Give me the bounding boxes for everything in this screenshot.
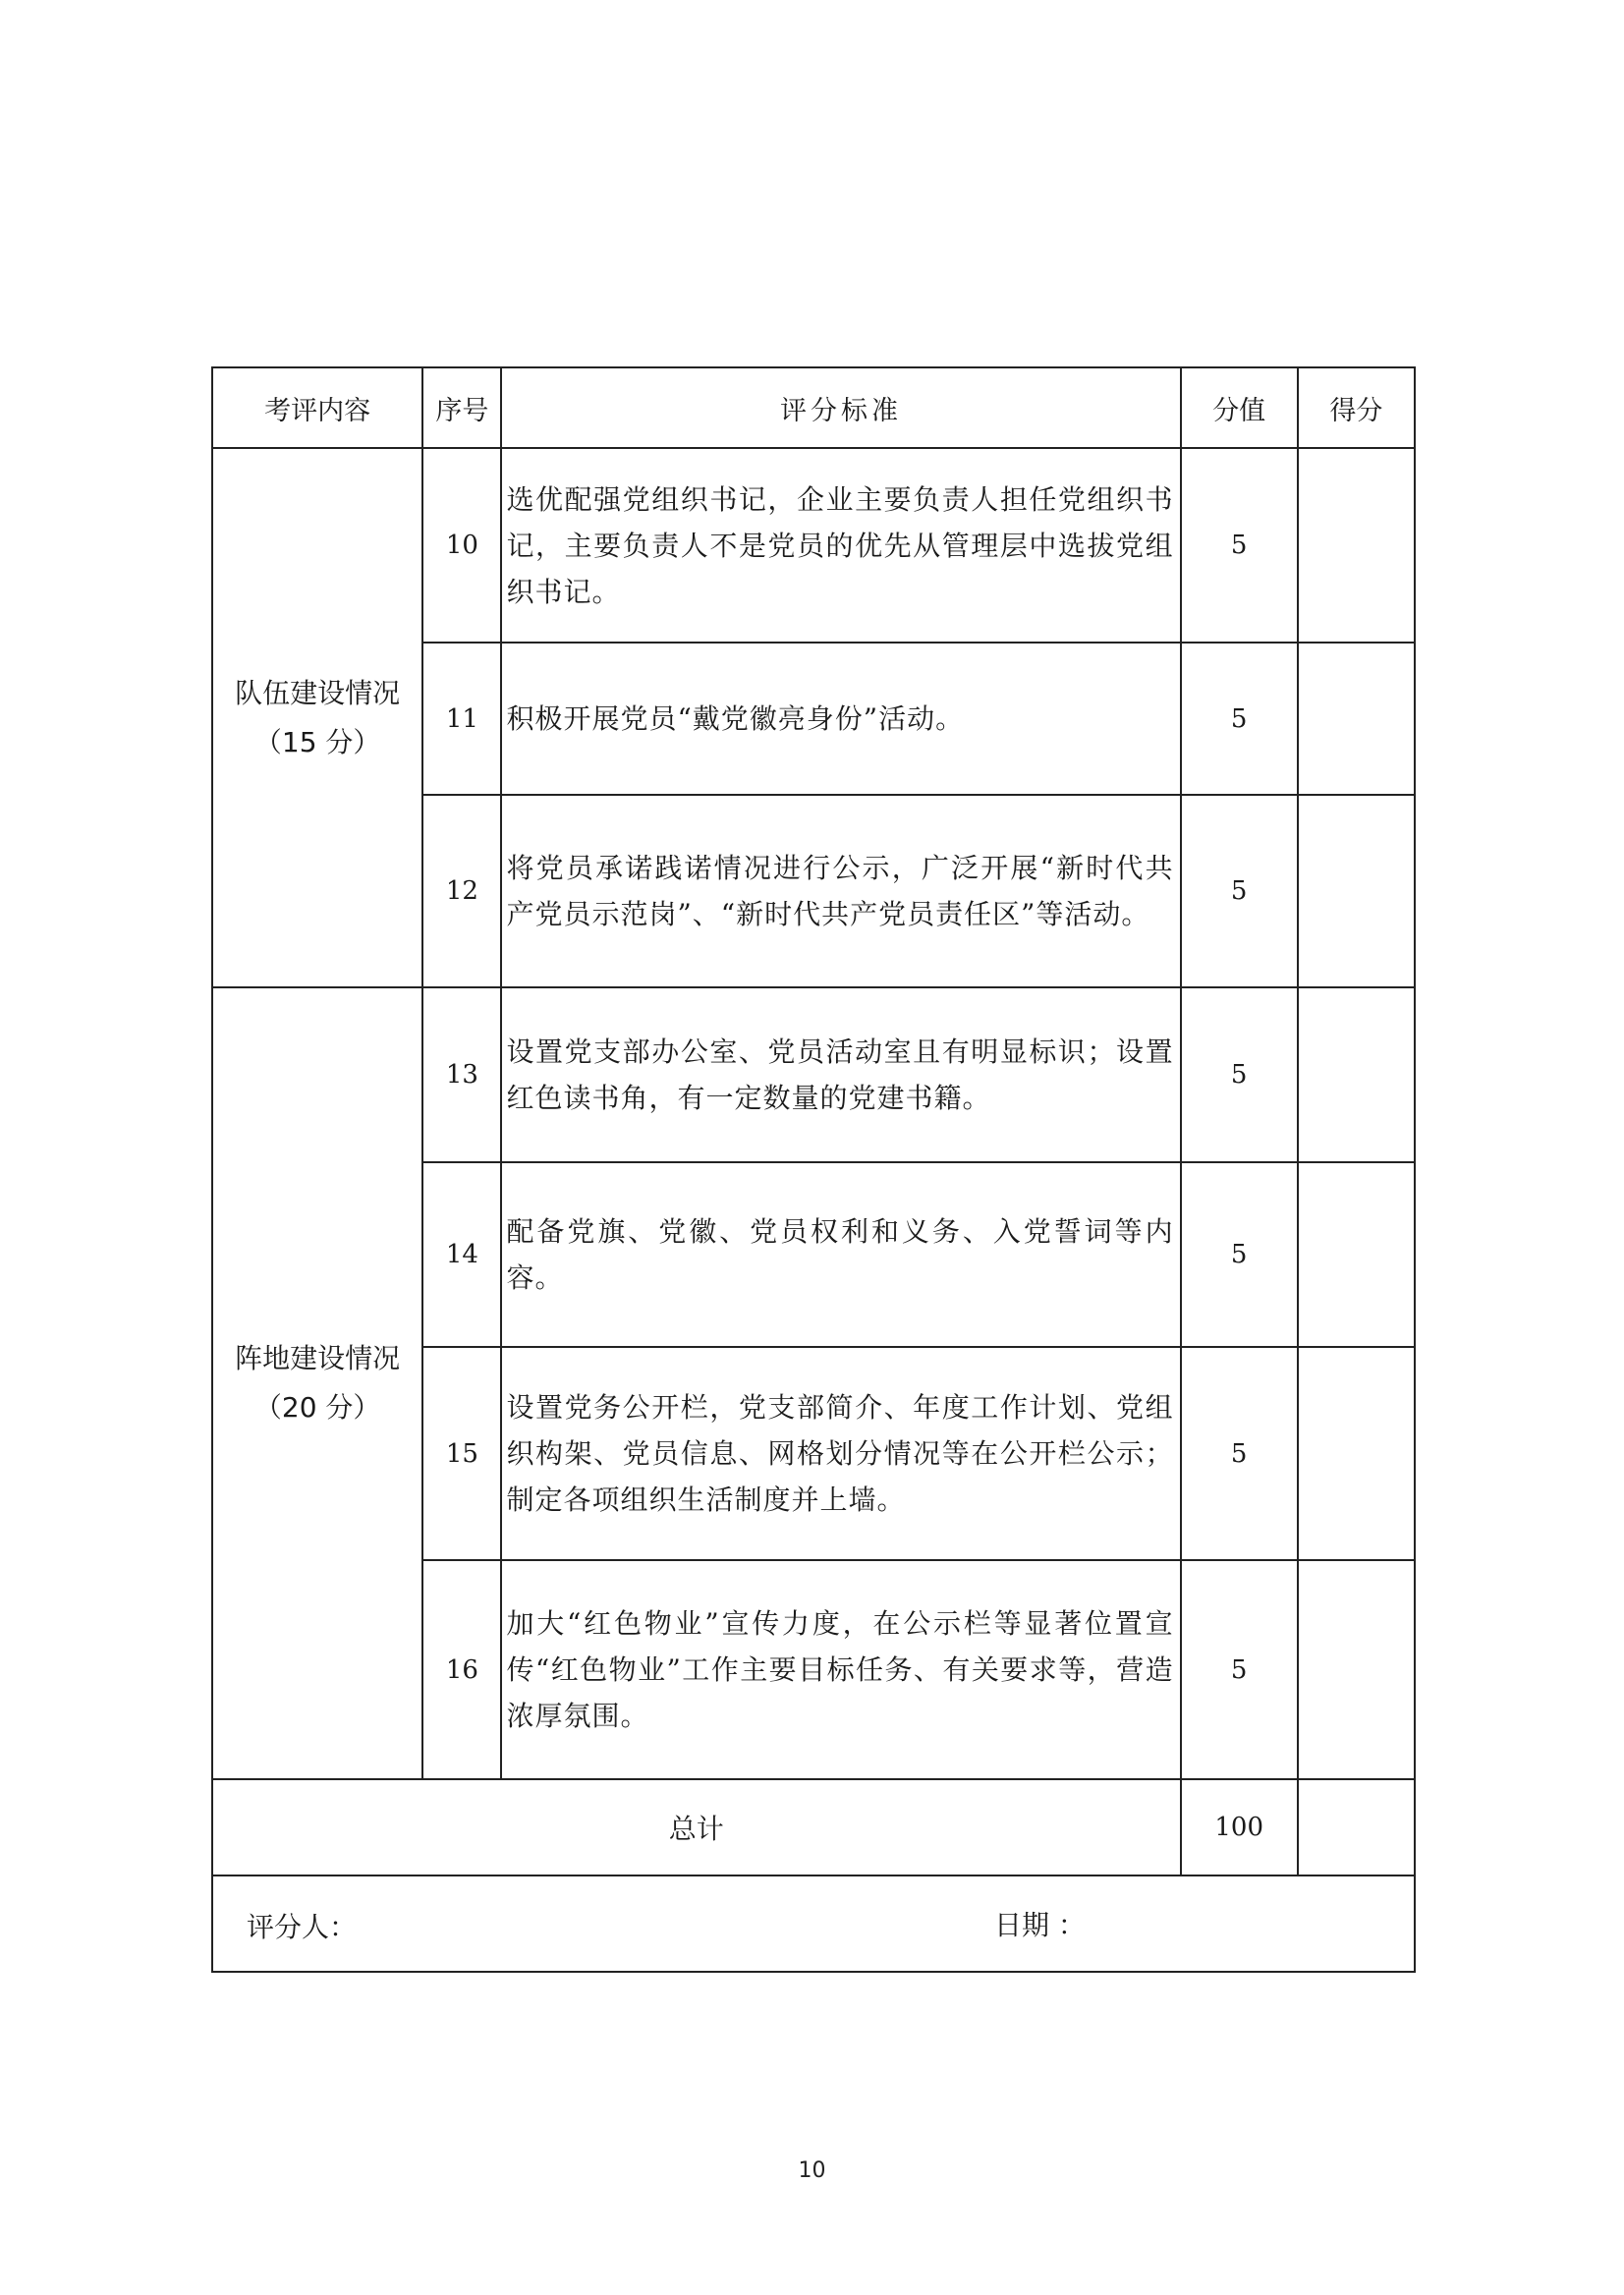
row-number: 10 [422,448,501,643]
row-value: 5 [1181,643,1298,795]
category-team-building [212,448,422,987]
row-value: 5 [1181,1162,1298,1347]
row-value: 5 [1181,987,1298,1162]
criteria-text: 设置党支部办公室、党员活动室且有明显标识；设置红色读书角，有一定数量的党建书籍。 [501,987,1180,1162]
row-number: 11 [422,643,501,795]
header-value: 分值 [1181,367,1298,448]
row-number: 15 [422,1347,501,1560]
row-number: 14 [422,1162,501,1347]
row-number: 12 [422,795,501,987]
total-row [212,1779,1415,1875]
total-value: 100 [1181,1779,1298,1875]
row-value: 5 [1181,448,1298,643]
date-label: 日期 ： [994,1909,1086,1941]
criteria-text: 配备党旗、党徽、党员权利和义务、入党誓词等内容。 [501,1162,1180,1347]
criteria-text: 积极开展党员“戴党徽亮身份”活动。 [501,643,1180,795]
score-input-cell[interactable] [1298,987,1415,1162]
criteria-text: 设置党务公开栏，党支部简介、年度工作计划、党组织构架、党员信息、网格划分情况等在公开栏公示；制定各项组织生活制度并上墙。 [501,1347,1180,1560]
header-criteria: 评分标准 [501,367,1180,448]
row-number: 13 [422,987,501,1162]
category-points: （15 分） [253,725,381,758]
score-input-cell[interactable] [1298,1162,1415,1347]
score-input-cell[interactable] [1298,643,1415,795]
row-value: 5 [1181,1560,1298,1779]
score-input-cell[interactable] [1298,448,1415,643]
criteria-text: 将党员承诺践诺情况进行公示，广泛开展“新时代共产党员示范岗”、“新时代共产党员责任区”等活动。 [501,795,1180,987]
header-number: 序号 [422,367,501,448]
scoring-table [211,366,1416,1973]
row-number: 16 [422,1560,501,1779]
signature-cell [212,1875,1415,1972]
score-input-cell[interactable] [1298,1347,1415,1560]
category-points: （20 分） [253,1391,381,1424]
criteria-text: 选优配强党组织书记，企业主要负责人担任党组织书记，主要负责人不是党员的优先从管理层中选拔党组织书记。 [501,448,1180,643]
table-row [212,987,1415,1162]
total-label: 总计 [212,1779,1181,1875]
score-input-cell[interactable] [1298,1560,1415,1779]
table-row [212,448,1415,643]
signature-row [212,1875,1415,1972]
category-site-building [212,987,422,1779]
row-value: 5 [1181,1347,1298,1560]
total-score-cell[interactable] [1298,1779,1415,1875]
header-score: 得分 [1298,367,1415,448]
scorer-label: 评分人： [247,1911,358,1943]
header-category: 考评内容 [212,367,422,448]
category-name: 队伍建设情况 [235,676,401,709]
category-name: 阵地建设情况 [235,1342,401,1374]
criteria-text: 加大“红色物业”宣传力度，在公示栏等显著位置宣传“红色物业”工作主要目标任务、有关要求等，营造浓厚氛围。 [501,1560,1180,1779]
score-input-cell[interactable] [1298,795,1415,987]
page-number: 10 [798,2158,826,2183]
table-header-row [212,367,1415,448]
row-value: 5 [1181,795,1298,987]
